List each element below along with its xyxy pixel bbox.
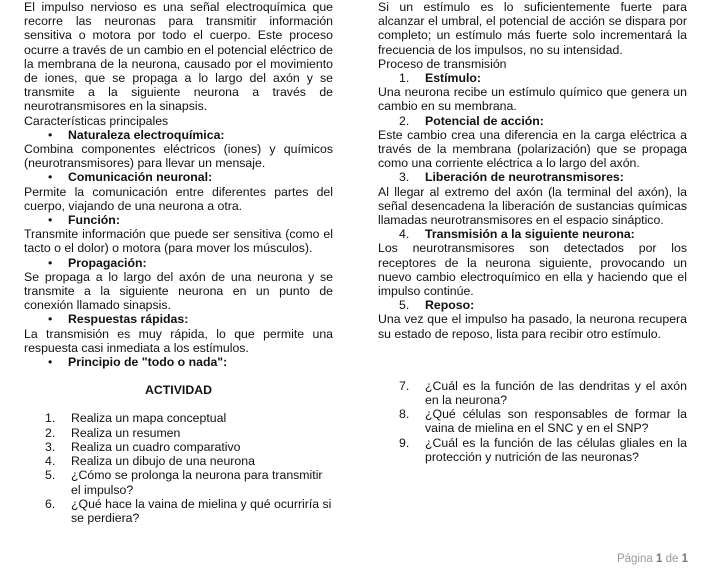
- bullet-icon: •: [48, 127, 53, 142]
- bullet-item: • Respuestas rápidas:: [48, 312, 189, 327]
- activity-item: 3. Realiza un cuadro comparativo: [45, 439, 241, 454]
- activity-item: 5. ¿Cómo se prolonga la neurona para transmitir el impulso?: [45, 468, 323, 497]
- step-item: 3. Liberación de neurotransmisores:: [399, 170, 624, 185]
- question-item: 9. ¿Cuál es la función de las células gliales en la protección y nutrición de las neuronas?: [399, 435, 687, 464]
- bullet-icon: •: [48, 355, 53, 370]
- right-column: [378, 0, 687, 464]
- threshold-paragraph: Si un estímulo es lo suficientemente fuerte para alcanzar el umbral, el potencial de acción se dispara por completo; un estímulo más fuerte solo incrementará la frecuencia de los impulsos, no su intensidad.: [378, 0, 687, 57]
- bullet-item: • Principio de "todo o nada":: [48, 355, 228, 370]
- bullet-text: Permite la comunicación entre diferentes partes del cuerpo, viajando de una neurona a otra.: [24, 184, 333, 213]
- question-item: 7. ¿Cuál es la función de las dendritas y el axón en la neurona?: [399, 378, 687, 408]
- characteristics-heading: Características principales: [24, 113, 169, 128]
- bullet-icon: •: [48, 213, 53, 228]
- activity-item: 2. Realiza un resumen: [45, 425, 181, 440]
- bullet-item: • Comunicación neuronal:: [48, 170, 213, 185]
- bullet-item: • Función:: [48, 213, 120, 228]
- step-item: 4. Transmisión a la siguiente neurona:: [399, 227, 635, 242]
- bullet-text: Se propaga a lo largo del axón de una neurona y se transmite a la siguiente neurona en un punto de conexión llamado sinapsis.: [24, 269, 333, 313]
- bullet-item: • Naturaleza electroquímica:: [48, 127, 225, 142]
- bullet-icon: •: [48, 255, 53, 270]
- activity-item: 6. ¿Qué hace la vaina de mielina y qué ocurriría si se perdiera?: [45, 496, 332, 525]
- bullet-icon: •: [48, 170, 53, 185]
- step-item: 5. Reposo:: [399, 298, 475, 313]
- activity-title: ACTIVIDAD: [145, 383, 212, 398]
- process-heading: Proceso de transmisión: [378, 56, 507, 71]
- spacer: [378, 341, 687, 379]
- step-text: Este cambio crea una diferencia en la carga eléctrica a través de la membrana (polarización) que se propaga como una corriente eléctrica a lo largo del axón.: [378, 127, 687, 171]
- left-column: [24, 0, 333, 525]
- step-text: Al llegar al extremo del axón (la terminal del axón), la señal desencadena la liberación de sustancias químicas llamadas neurotransmisores en el espacio sináptico.: [378, 184, 687, 228]
- bullet-item: • Propagación:: [48, 255, 147, 270]
- activity-item: 4. Realiza un dibujo de una neurona: [45, 454, 255, 469]
- question-item: 8. ¿Qué células son responsables de formar la vaina de mielina en el SNC y en el SNP?: [399, 407, 687, 436]
- step-text: Una neurona recibe un estímulo químico que genera un cambio en su membrana.: [378, 85, 687, 114]
- bullet-icon: •: [48, 312, 53, 327]
- step-text: Una vez que el impulso ha pasado, la neurona recupera su estado de reposo, lista para recibir otro estímulo.: [378, 312, 687, 341]
- intro-paragraph: El impulso nervioso es una señal electroquímica que recorre las neuronas para transmitir información sensitiva o motora por todo el cuerpo. Este proceso ocurre a través de un cambio en el potencial eléctrico de la membrana de la neurona, causado por el movimiento de iones, que se propaga a lo largo del axón y se transmite a la siguiente neurona a través de neurotransmisores en la sinapsis.: [24, 0, 333, 114]
- bullet-text: Transmite información que puede ser sensitiva (como el tacto o el dolor) o motora (para mover los músculos).: [24, 227, 333, 256]
- activity-item: 1. Realiza un mapa conceptual: [45, 411, 227, 426]
- bullet-text: Combina componentes eléctricos (iones) y químicos (neurotransmisores) para llevar un mensaje.: [24, 142, 333, 171]
- step-item: 2. Potencial de acción:: [399, 113, 544, 128]
- bullet-text: La transmisión es muy rápida, lo que permite una respuesta casi inmediata a los estímulos.: [24, 326, 333, 355]
- step-item: 1. Estímulo:: [399, 71, 482, 86]
- page-number: Página 1 de 1: [616, 552, 688, 565]
- step-text: Los neurotransmisores son detectados por los receptores de la neurona siguiente, provocando un nuevo cambio electroquímico en ella y haciendo que el impulso continúe.: [378, 241, 687, 299]
